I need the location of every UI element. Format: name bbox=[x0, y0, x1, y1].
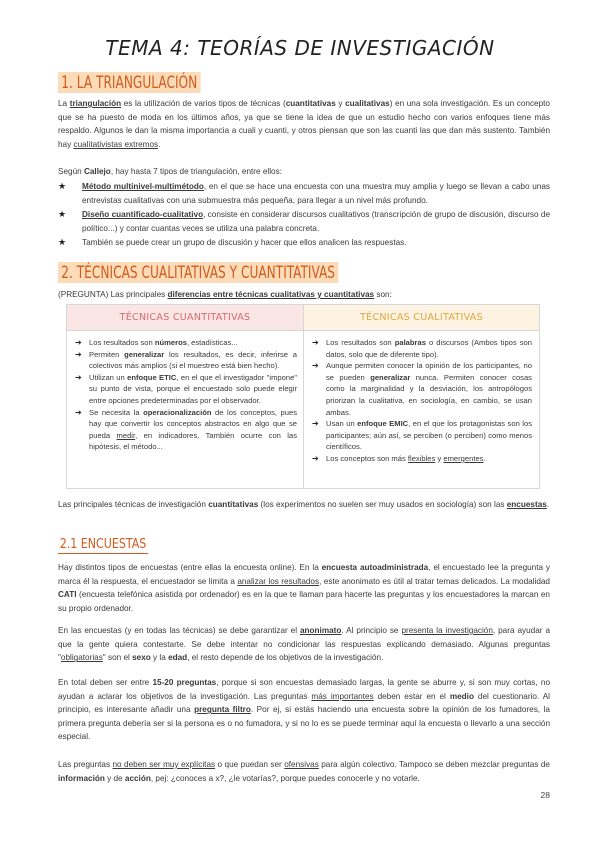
paragraph bbox=[58, 676, 550, 744]
text-run: , en el que el investigador "impone" su punto de vista, porque el encuestado solo puede elegir entre opciones predeterminadas por el observador. bbox=[89, 372, 297, 405]
text-run: Las principales técnicas de investigación bbox=[58, 500, 209, 509]
arrow-icon: ➔ bbox=[75, 338, 82, 347]
text-run: cuantitativas bbox=[208, 500, 259, 509]
text-run: Usan un bbox=[326, 419, 358, 429]
text-run: generalizar bbox=[370, 372, 411, 382]
table-column-cualitativas bbox=[312, 337, 532, 465]
paragraph bbox=[58, 624, 550, 665]
text-run: anonimato bbox=[300, 626, 342, 635]
table-list-item bbox=[312, 418, 532, 453]
text-run: , en el que se hace una encuesta con una muestra muy amplia y luego se llevan a cabo unas entrevistas cualitativas con una submuestra más pequeña, para llegar a un nivel más profundo. bbox=[82, 182, 550, 205]
arrow-icon: ➔ bbox=[75, 349, 82, 359]
star-icon: ★ bbox=[58, 237, 67, 247]
text-run: operacionalización bbox=[143, 407, 212, 417]
text-run: enfoque ETIC bbox=[127, 372, 177, 382]
text-run: enfoque EMIC bbox=[357, 419, 409, 429]
text-run: deben estar en el bbox=[373, 691, 450, 701]
comparison-table bbox=[66, 304, 540, 489]
text-run: , el encuestado lee la pregunta y marca él la respuesta, el encuestador se limita a bbox=[58, 563, 551, 586]
arrow-icon: ➔ bbox=[312, 453, 319, 463]
table-list-item bbox=[312, 360, 532, 418]
text-run: cuantitativas bbox=[285, 99, 336, 108]
text-run: (PREGUNTA) Las principales bbox=[58, 290, 168, 299]
arrow-icon: ➔ bbox=[312, 338, 319, 347]
section-heading-encuestas: 2.1 ENCUESTAS bbox=[59, 537, 147, 552]
text-run: (los experimentos no suelen ser muy usados en sociología) son las bbox=[258, 500, 507, 509]
text-run: de los conceptos, pues hay que convertir los conceptos abstractos en algo que se pueda bbox=[89, 407, 297, 440]
table-column-cuantitativas bbox=[75, 337, 297, 453]
text-run: , en el que los protagonistas son los participantes; aún así, se perciben (o perciben) como menos científicos. bbox=[326, 419, 532, 452]
text-run: del cuestionario. Al principio, es interesante añadir una bbox=[58, 691, 550, 715]
text-run: encuestas bbox=[506, 500, 547, 509]
text-run: para algún colectivo. Tampoco se deben mezclar preguntas de bbox=[318, 760, 550, 769]
text-run: , este anonimato es útil al tratar temas delicados. La modalidad bbox=[319, 576, 550, 586]
text-run: palabras bbox=[394, 338, 426, 347]
text-run: y la bbox=[150, 653, 169, 663]
text-run: ofensivas bbox=[284, 760, 319, 769]
text-run: Las preguntas bbox=[58, 760, 113, 769]
text-run: Los resultados son bbox=[326, 338, 395, 347]
arrow-icon: ➔ bbox=[75, 372, 82, 382]
text-run: emergentes bbox=[443, 453, 484, 463]
paragraph bbox=[58, 165, 550, 179]
text-run: sexo bbox=[132, 653, 151, 663]
text-run: edad bbox=[168, 653, 188, 663]
text-run: Los conceptos son más bbox=[326, 453, 408, 463]
text-run: flexibles bbox=[407, 453, 436, 463]
text-run: . bbox=[483, 453, 486, 463]
text-run: Según bbox=[58, 167, 84, 176]
star-icon: ★ bbox=[58, 181, 67, 191]
text-run: no deben ser muy explícitas bbox=[112, 760, 216, 769]
text-run: Permiten bbox=[89, 349, 125, 359]
text-run: , pej: ¿conoces a x?, ¿le votarías?, porque puedes conocerle y no votarle. bbox=[150, 773, 420, 783]
text-run: cualitativistas extremos bbox=[73, 139, 159, 149]
text-run: , en indicadores. También ocurre con las hipótesis, el método... bbox=[89, 430, 297, 452]
text-run: Utilizan un bbox=[89, 372, 128, 382]
page-title: TEMA 4: TEORÍAS DE INVESTIGACIÓN bbox=[105, 36, 495, 60]
text-run: son: bbox=[374, 290, 392, 299]
text-run: encuesta autoadministrada bbox=[321, 563, 429, 572]
arrow-icon: ➔ bbox=[75, 407, 82, 417]
table-list-item bbox=[75, 337, 297, 349]
page-number: 28 bbox=[540, 790, 550, 800]
text-run: triangulación bbox=[69, 99, 122, 108]
paragraph bbox=[58, 758, 550, 785]
text-run: Aunque permiten conocer la opinión de los participantes, no se pueden bbox=[326, 361, 532, 382]
text-run: nunca. Permiten conocer cosas como la marginalidad y la desviación, los antropólogos priorizan la cualitativa, en sociología, en cambio, se usan ambas. bbox=[326, 372, 532, 417]
paragraph bbox=[58, 561, 550, 615]
text-run: , el resto depende de los objetivos de la investigación. bbox=[187, 653, 384, 663]
arrow-icon: ➔ bbox=[312, 361, 319, 371]
text-run: ) en una sola investigación. Es un concepto que se ha puesto de moda en los últimos años, ya que se tiene la idea de que un estudio hecho con varios enfoques tiene más respaldo. Algunos le dan la misma importancia a cuali y cuanti, y otros piensan que son las cuanti las que dan más sustento. También hay bbox=[58, 99, 550, 149]
text-run: medir bbox=[116, 430, 136, 440]
text-run: Diseño cuantificado-cualitativo bbox=[82, 210, 204, 219]
table-list-item bbox=[75, 407, 297, 453]
text-run: analizar los resultados bbox=[237, 576, 320, 586]
text-run: , para ayudar a que la gente quiera contestarte. Se debe intentar no condicionar las respuestas explicando demasiado. Algunas preguntas " bbox=[58, 626, 550, 663]
text-run: También se puede crear un grupo de discusión y hacer que ellos analicen las respuestas. bbox=[82, 238, 407, 247]
text-run: , porque si son encuestas demasiado largas, la gente se aburre y, si son muy cortas, no ayudan a aclarar los objetivos de la investigación. Las preguntas bbox=[58, 678, 550, 701]
text-run: Método multinivel-multimétodo bbox=[82, 182, 204, 191]
text-run: Se necesita la bbox=[89, 407, 144, 417]
text-run: , consiste en considerar discursos cualitativos (transcripción de grupo de discusión, discurso de político...) y contar cuantas veces se utiliza una palabra concreta. bbox=[82, 210, 551, 233]
table-divider bbox=[303, 331, 304, 488]
text-run: . Por ej, si estás haciendo una encuesta sobre la opinión de los fumadores, la primera pregunta debería ser si la persona es o no fumadora, y si no lo es se puede terminar aquí la encuesta o llevarlo a una sección especial. bbox=[58, 705, 550, 742]
text-run: los resultados, es decir, inferirse a colectivos más amplios (si el muestreo está bien hecho). bbox=[89, 349, 297, 371]
text-run: Callejo bbox=[83, 167, 111, 176]
text-run: En total deben ser entre bbox=[58, 678, 153, 687]
list-item bbox=[58, 180, 550, 207]
text-run: Los resultados son bbox=[89, 338, 155, 347]
text-run: , estadísticas... bbox=[186, 338, 238, 347]
text-run: CATI bbox=[58, 590, 77, 600]
text-run: . bbox=[546, 500, 550, 509]
section-heading-triangulacion: 1. LA TRIANGULACIÓN bbox=[58, 72, 201, 93]
arrow-icon: ➔ bbox=[312, 419, 319, 429]
text-run: . bbox=[158, 139, 161, 149]
section-heading-tecnicas: 2. TÉCNICAS CUALITATIVAS Y CUANTITATIVAS bbox=[58, 262, 338, 283]
table-list-item bbox=[75, 372, 297, 407]
text-run: diferencias entre técnicas cualitativas y cuantitativas bbox=[167, 290, 375, 299]
table-list-item bbox=[312, 337, 532, 360]
list-item bbox=[58, 208, 550, 235]
paragraph bbox=[58, 288, 550, 302]
text-run: acción bbox=[124, 773, 151, 783]
star-icon: ★ bbox=[58, 209, 67, 219]
text-run: La bbox=[58, 99, 70, 108]
text-run: y bbox=[335, 99, 346, 108]
text-run: " son el bbox=[102, 653, 133, 663]
text-run: Hay distintos tipos de encuestas (entre ellas la encuesta online). En la bbox=[58, 563, 322, 572]
text-run: cualitativas bbox=[345, 99, 390, 108]
text-run: pregunta filtro bbox=[194, 705, 251, 715]
table-header-cuantitativas: TÉCNICAS CUANTITATIVAS bbox=[67, 305, 304, 331]
text-run: información bbox=[58, 773, 105, 783]
text-run: En las encuestas (y en todas las técnicas) se debe garantizar el bbox=[58, 626, 300, 635]
text-run: , hay hasta 7 tipos de triangulación, entre ellos: bbox=[110, 167, 282, 176]
text-run: . Al principio se bbox=[341, 626, 402, 635]
text-run: es la utilización de varios tipos de técnicas ( bbox=[121, 99, 286, 108]
text-run: generalizar bbox=[124, 349, 165, 359]
text-run: (encuesta telefónica asistida por ordenador) es en la que te llaman para hacerte las preguntas y los encuestadores la marcan en su propio ordenador. bbox=[58, 590, 550, 613]
paragraph bbox=[58, 498, 550, 512]
text-run: o discursos (Ambos tipos son datos, solo que de diferente tipo). bbox=[326, 338, 532, 359]
text-run: 15-20 preguntas bbox=[152, 678, 217, 687]
text-run: más importantes bbox=[311, 691, 374, 701]
text-run: números bbox=[154, 338, 187, 347]
table-header-cualitativas: TÉCNICAS CUALITATIVAS bbox=[304, 305, 539, 331]
table-list-item bbox=[312, 453, 532, 465]
text-run: presenta la investigación bbox=[401, 626, 493, 635]
text-run: y bbox=[435, 453, 444, 463]
paragraph bbox=[58, 97, 550, 151]
table-list-item bbox=[75, 349, 297, 372]
list-item bbox=[58, 236, 550, 250]
text-run: o que puedan ser bbox=[215, 760, 285, 769]
text-run: medio bbox=[449, 691, 474, 701]
text-run: obligatorias bbox=[60, 653, 103, 663]
text-run: y de bbox=[104, 773, 125, 783]
